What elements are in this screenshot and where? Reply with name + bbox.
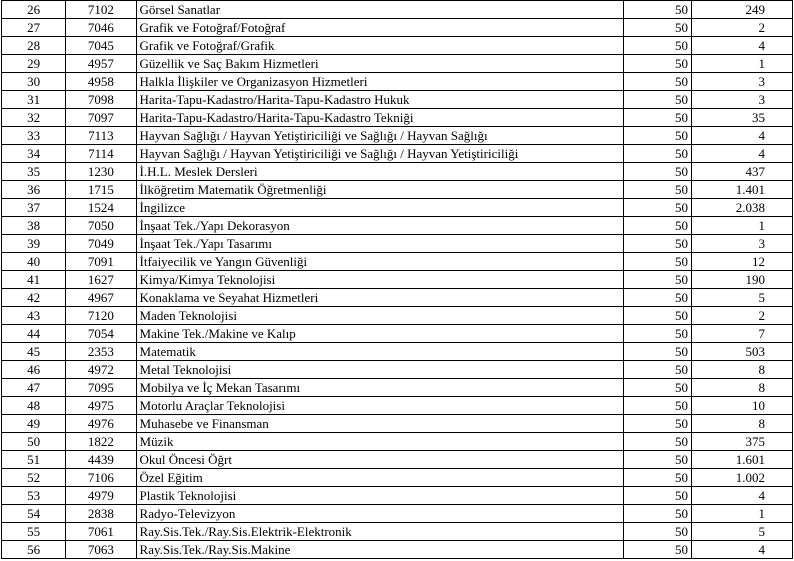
program-code-cell: 7045: [66, 37, 136, 55]
program-code-cell: 7097: [66, 109, 136, 127]
count-cell: 1: [692, 505, 793, 523]
program-code-cell: 1715: [66, 181, 136, 199]
program-code-cell: 4967: [66, 289, 136, 307]
program-code-cell: 1822: [66, 433, 136, 451]
program-code-cell: 7106: [66, 469, 136, 487]
table-row: [2, 91, 793, 109]
table-row: [2, 433, 793, 451]
program-name-cell: İlköğretim Matematik Öğretmenliği: [136, 181, 623, 199]
program-code-cell: 4958: [66, 73, 136, 91]
quota-cell: 50: [623, 73, 691, 91]
quota-cell: 50: [623, 37, 691, 55]
quota-cell: 50: [623, 91, 691, 109]
program-name-cell: Makine Tek./Makine ve Kalıp: [136, 325, 623, 343]
program-code-cell: 7095: [66, 379, 136, 397]
quota-cell: 50: [623, 307, 691, 325]
row-number-cell: 38: [2, 217, 66, 235]
program-name-cell: Motorlu Araçlar Teknolojisi: [136, 397, 623, 415]
row-number-cell: 55: [2, 523, 66, 541]
row-number-cell: 29: [2, 55, 66, 73]
quota-cell: 50: [623, 19, 691, 37]
quota-cell: 50: [623, 469, 691, 487]
quota-cell: 50: [623, 55, 691, 73]
count-cell: 4: [692, 145, 793, 163]
program-code-cell: 1524: [66, 199, 136, 217]
count-cell: 4: [692, 541, 793, 559]
table-row: [2, 163, 793, 181]
program-code-cell: 7091: [66, 253, 136, 271]
count-cell: 35: [692, 109, 793, 127]
program-name-cell: Okul Öncesi Öğrt: [136, 451, 623, 469]
program-name-cell: Güzellik ve Saç Bakım Hizmetleri: [136, 55, 623, 73]
program-name-cell: Hayvan Sağlığı / Hayvan Yetiştiriciliği ve Sağlığı / Hayvan Sağlığı: [136, 127, 623, 145]
row-number-cell: 56: [2, 541, 66, 559]
count-cell: 2: [692, 19, 793, 37]
count-cell: 3: [692, 91, 793, 109]
program-name-cell: Ray.Sis.Tek./Ray.Sis.Elektrik-Elektronik: [136, 523, 623, 541]
quota-cell: 50: [623, 163, 691, 181]
table-row: [2, 415, 793, 433]
program-code-cell: 7050: [66, 217, 136, 235]
program-code-cell: 1230: [66, 163, 136, 181]
row-number-cell: 27: [2, 19, 66, 37]
count-cell: 10: [692, 397, 793, 415]
program-code-cell: 7102: [66, 1, 136, 19]
program-name-cell: Kimya/Kimya Teknolojisi: [136, 271, 623, 289]
program-code-cell: 4957: [66, 55, 136, 73]
row-number-cell: 52: [2, 469, 66, 487]
program-name-cell: İnşaat Tek./Yapı Tasarımı: [136, 235, 623, 253]
program-name-cell: Plastik Teknolojisi: [136, 487, 623, 505]
quota-cell: 50: [623, 217, 691, 235]
table-row: [2, 361, 793, 379]
row-number-cell: 34: [2, 145, 66, 163]
program-code-cell: 7046: [66, 19, 136, 37]
table-row: [2, 379, 793, 397]
row-number-cell: 32: [2, 109, 66, 127]
row-number-cell: 46: [2, 361, 66, 379]
row-number-cell: 42: [2, 289, 66, 307]
count-cell: 437: [692, 163, 793, 181]
program-name-cell: Metal Teknolojisi: [136, 361, 623, 379]
quota-cell: 50: [623, 487, 691, 505]
program-code-cell: 7114: [66, 145, 136, 163]
table-body: [2, 1, 793, 559]
table-row: [2, 541, 793, 559]
program-code-cell: 2353: [66, 343, 136, 361]
table-row: [2, 469, 793, 487]
count-cell: 1.601: [692, 451, 793, 469]
count-cell: 4: [692, 487, 793, 505]
table-row: [2, 343, 793, 361]
table-row: [2, 271, 793, 289]
row-number-cell: 51: [2, 451, 66, 469]
table-row: [2, 397, 793, 415]
row-number-cell: 36: [2, 181, 66, 199]
program-name-cell: Görsel Sanatlar: [136, 1, 623, 19]
table-row: [2, 73, 793, 91]
quota-cell: 50: [623, 289, 691, 307]
program-code-cell: 7120: [66, 307, 136, 325]
row-number-cell: 41: [2, 271, 66, 289]
program-name-cell: Müzik: [136, 433, 623, 451]
row-number-cell: 26: [2, 1, 66, 19]
row-number-cell: 37: [2, 199, 66, 217]
quota-cell: 50: [623, 271, 691, 289]
count-cell: 3: [692, 235, 793, 253]
program-name-cell: Harita-Tapu-Kadastro/Harita-Tapu-Kadastro Hukuk: [136, 91, 623, 109]
table-row: [2, 487, 793, 505]
program-name-cell: Matematik: [136, 343, 623, 361]
program-name-cell: İtfaiyecilik ve Yangın Güvenliği: [136, 253, 623, 271]
table-row: [2, 19, 793, 37]
table-row: [2, 235, 793, 253]
program-code-cell: 1627: [66, 271, 136, 289]
count-cell: 2.038: [692, 199, 793, 217]
table-row: [2, 181, 793, 199]
count-cell: 4: [692, 37, 793, 55]
program-name-cell: Ray.Sis.Tek./Ray.Sis.Makine: [136, 541, 623, 559]
program-name-cell: Muhasebe ve Finansman: [136, 415, 623, 433]
quota-cell: 50: [623, 127, 691, 145]
program-code-cell: 2838: [66, 505, 136, 523]
program-name-cell: Grafik ve Fotoğraf/Grafik: [136, 37, 623, 55]
quota-cell: 50: [623, 379, 691, 397]
quota-cell: 50: [623, 253, 691, 271]
quota-cell: 50: [623, 433, 691, 451]
count-cell: 375: [692, 433, 793, 451]
row-number-cell: 30: [2, 73, 66, 91]
program-code-cell: 7113: [66, 127, 136, 145]
row-number-cell: 33: [2, 127, 66, 145]
count-cell: 5: [692, 523, 793, 541]
row-number-cell: 48: [2, 397, 66, 415]
program-name-cell: Grafik ve Fotoğraf/Fotoğraf: [136, 19, 623, 37]
row-number-cell: 47: [2, 379, 66, 397]
quota-cell: 50: [623, 451, 691, 469]
table-row: [2, 109, 793, 127]
quota-cell: 50: [623, 415, 691, 433]
count-cell: 12: [692, 253, 793, 271]
row-number-cell: 39: [2, 235, 66, 253]
row-number-cell: 43: [2, 307, 66, 325]
program-name-cell: İngilizce: [136, 199, 623, 217]
row-number-cell: 35: [2, 163, 66, 181]
program-code-cell: 7054: [66, 325, 136, 343]
quota-cell: 50: [623, 1, 691, 19]
program-name-cell: İ.H.L. Meslek Dersleri: [136, 163, 623, 181]
table-row: [2, 307, 793, 325]
program-name-cell: Özel Eğitim: [136, 469, 623, 487]
count-cell: 7: [692, 325, 793, 343]
program-name-cell: Harita-Tapu-Kadastro/Harita-Tapu-Kadastro Tekniği: [136, 109, 623, 127]
table-row: [2, 217, 793, 235]
program-code-cell: 7061: [66, 523, 136, 541]
program-name-cell: Halkla İlişkiler ve Organizasyon Hizmetleri: [136, 73, 623, 91]
program-code-cell: 4975: [66, 397, 136, 415]
table-row: [2, 127, 793, 145]
quota-cell: 50: [623, 343, 691, 361]
count-cell: 8: [692, 361, 793, 379]
row-number-cell: 54: [2, 505, 66, 523]
quota-cell: 50: [623, 199, 691, 217]
program-name-cell: İnşaat Tek./Yapı Dekorasyon: [136, 217, 623, 235]
quota-cell: 50: [623, 145, 691, 163]
count-cell: 3: [692, 73, 793, 91]
program-code-cell: 4972: [66, 361, 136, 379]
table-row: [2, 325, 793, 343]
table-row: [2, 289, 793, 307]
count-cell: 503: [692, 343, 793, 361]
quota-cell: 50: [623, 235, 691, 253]
count-cell: 1.401: [692, 181, 793, 199]
table-row: [2, 199, 793, 217]
count-cell: 5: [692, 289, 793, 307]
table-row: [2, 55, 793, 73]
quota-cell: 50: [623, 109, 691, 127]
program-name-cell: Mobilya ve İç Mekan Tasarımı: [136, 379, 623, 397]
row-number-cell: 45: [2, 343, 66, 361]
quota-cell: 50: [623, 397, 691, 415]
program-name-cell: Radyo-Televizyon: [136, 505, 623, 523]
row-number-cell: 50: [2, 433, 66, 451]
count-cell: 1: [692, 55, 793, 73]
table-row: [2, 451, 793, 469]
count-cell: 1.002: [692, 469, 793, 487]
table-row: [2, 145, 793, 163]
program-code-cell: 4439: [66, 451, 136, 469]
row-number-cell: 28: [2, 37, 66, 55]
program-code-cell: 4976: [66, 415, 136, 433]
program-name-cell: Maden Teknolojisi: [136, 307, 623, 325]
count-cell: 2: [692, 307, 793, 325]
row-number-cell: 49: [2, 415, 66, 433]
count-cell: 8: [692, 415, 793, 433]
program-code-cell: 4979: [66, 487, 136, 505]
data-table: [1, 0, 793, 559]
program-code-cell: 7063: [66, 541, 136, 559]
row-number-cell: 44: [2, 325, 66, 343]
row-number-cell: 40: [2, 253, 66, 271]
program-name-cell: Hayvan Sağlığı / Hayvan Yetiştiriciliği ve Sağlığı / Hayvan Yetiştiriciliği: [136, 145, 623, 163]
count-cell: 249: [692, 1, 793, 19]
table-row: [2, 37, 793, 55]
program-code-cell: 7098: [66, 91, 136, 109]
quota-cell: 50: [623, 325, 691, 343]
table-row: [2, 253, 793, 271]
quota-cell: 50: [623, 505, 691, 523]
program-name-cell: Konaklama ve Seyahat Hizmetleri: [136, 289, 623, 307]
row-number-cell: 31: [2, 91, 66, 109]
quota-cell: 50: [623, 361, 691, 379]
program-code-cell: 7049: [66, 235, 136, 253]
table-row: [2, 523, 793, 541]
quota-cell: 50: [623, 523, 691, 541]
row-number-cell: 53: [2, 487, 66, 505]
table-row: [2, 1, 793, 19]
count-cell: 8: [692, 379, 793, 397]
count-cell: 1: [692, 217, 793, 235]
quota-cell: 50: [623, 181, 691, 199]
table-row: [2, 505, 793, 523]
count-cell: 4: [692, 127, 793, 145]
quota-cell: 50: [623, 541, 691, 559]
count-cell: 190: [692, 271, 793, 289]
